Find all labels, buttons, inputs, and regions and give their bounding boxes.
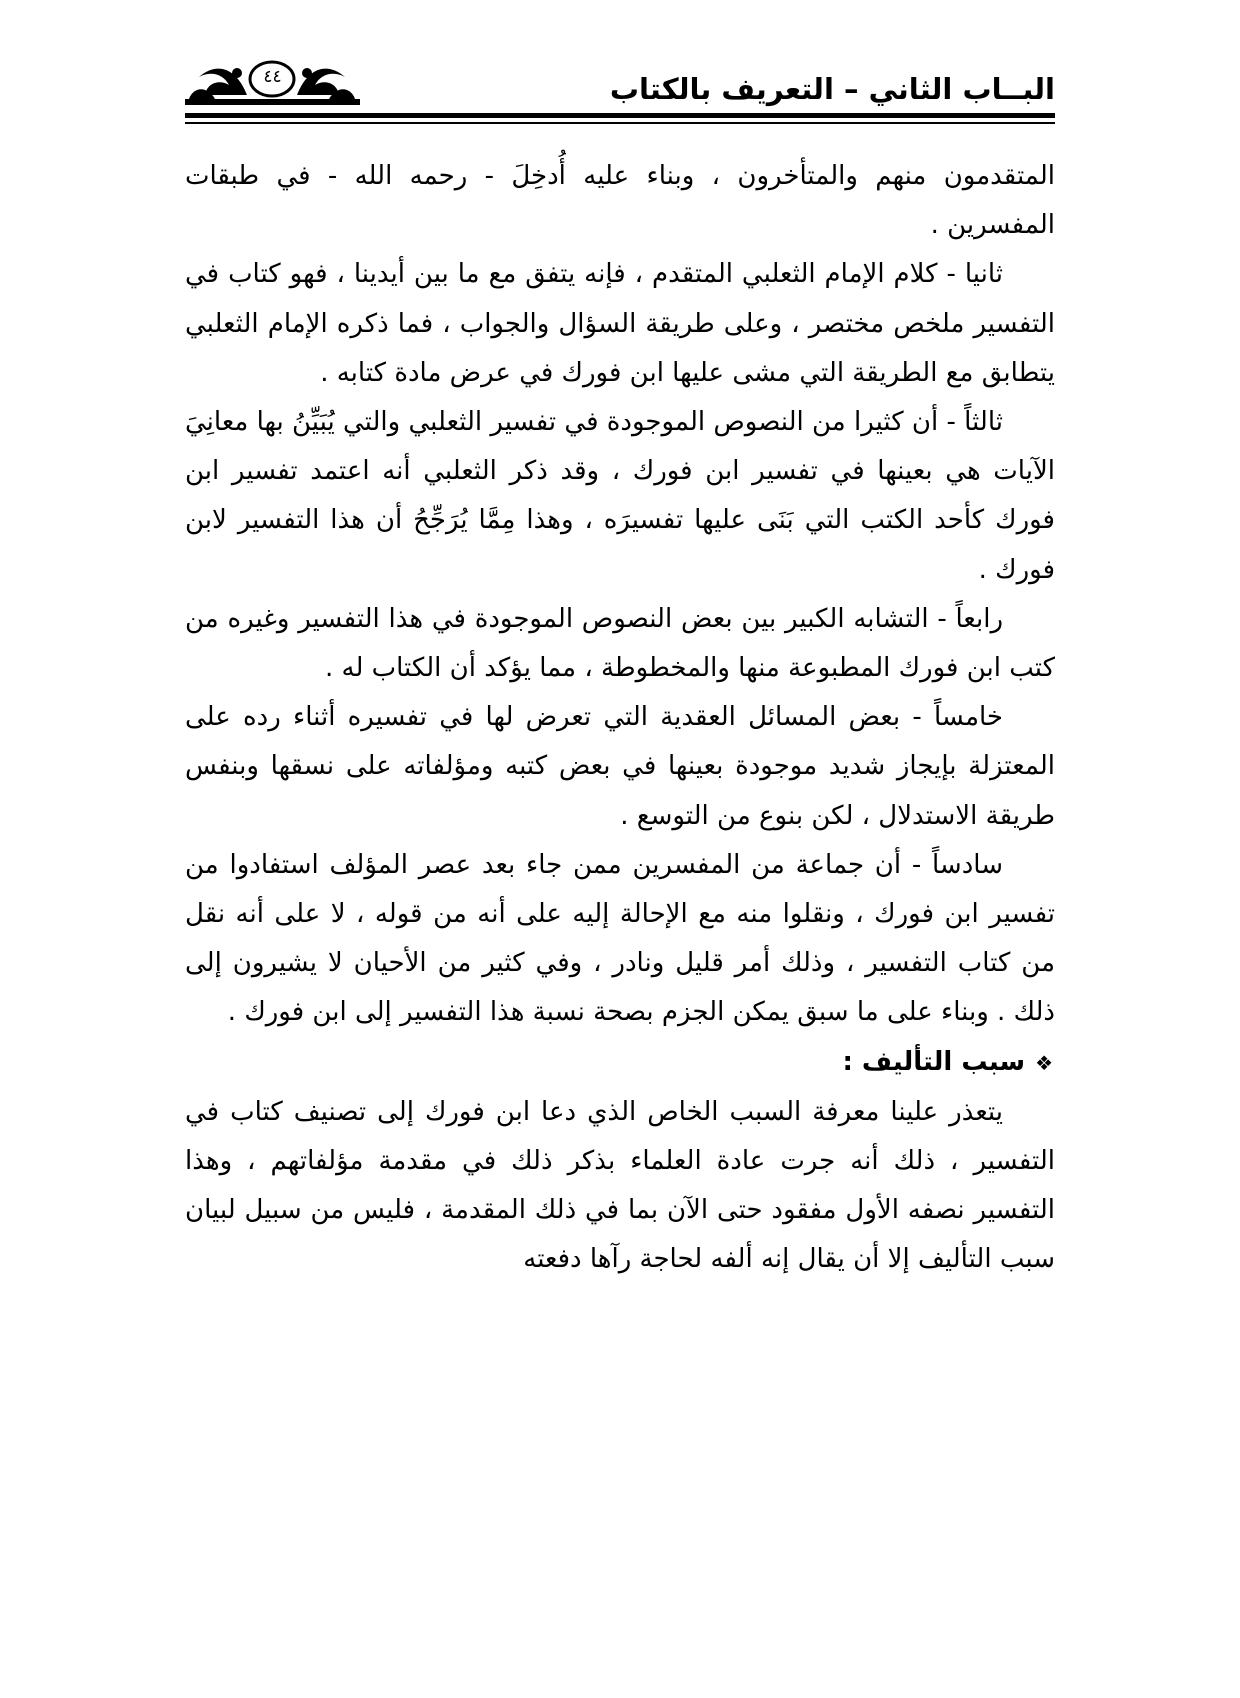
page-header (185, 55, 1055, 135)
paragraph-fifth-reason: خامساً - بعض المسائل العقدية التي تعرض لها في تفسيره أثناء رده على المعتزلة بإيجاز شديد موجودة بعينها في بعض كتبه ومؤلفاته على نسقها وبنفس طريقة الاستدلال ، لكن بنوع من التوسع . (185, 702, 1055, 831)
paragraph-fourth-reason: رابعاً - التشابه الكبير بين بعض النصوص الموجودة في هذا التفسير وغيره من كتب ابن فورك المطبوعة منها والمخطوطة ، مما يؤكد أن الكتاب له . (185, 603, 1055, 684)
header-rule-thin (185, 122, 1055, 124)
body-text (185, 152, 1055, 1285)
header-rule-thick (185, 113, 1055, 118)
paragraph-second-reason: ثانيا - كلام الإمام الثعلبي المتقدم ، فإنه يتفق مع ما بين أيدينا ، فهو كتاب في التفسير ملخص مختصر ، وعلى طريقة السؤال والجواب ، فما ذكره الإمام الثعلبي يتطابق مع الطريقة التي مشى عليها ابن فورك في عرض مادة كتابه . (185, 259, 1055, 388)
paragraph-reason-for-writing: يتعذر علينا معرفة السبب الخاص الذي دعا ابن فورك إلى تصنيف كتاب في التفسير ، ذلك أنه جرت عادة العلماء بذكر ذلك في مقدمة مؤلفاتهم ، وهذا التفسير نصفه الأول مفقود حتى الآن بما في ذلك المقدمة ، فليس من سبيل لبيان سبب التأليف إلا أن يقال إنه ألفه لحاجة رآها دفعته (185, 1096, 1055, 1275)
section-heading-text: سبب التأليف : (842, 1046, 1026, 1077)
paragraph-third-reason: ثالثاً - أن كثيرا من النصوص الموجودة في تفسير الثعلبي والتي يُبَيِّنُ بها معانِيَ الآيات هي بعينها في تفسير ابن فورك ، وقد ذكر الثعلبي أنه اعتمد تفسير ابن فورك كأحد الكتب التي بَنَى عليها تفسيرَه ، وهذا مِمَّا يُرَجِّحُ أن هذا التفسير لابن فورك . (185, 407, 1055, 585)
paragraph-sixth-reason: سادساً - أن جماعة من المفسرين ممن جاء بعد عصر المؤلف استفادوا من تفسير ابن فورك ، ونقلوا منه مع الإحالة إليه على أنه من قوله ، لا على أنه نقل من كتاب التفسير ، وذلك أمر قليل ونادر ، وفي كثير من الأحيان لا يشيرون إلى ذلك . وبناء على ما سبق يمكن الجزم بصحة نسبة هذا التفسير إلى ابن فورك . (185, 849, 1055, 1028)
chapter-title: البــاب الثاني – التعريف بالكتاب (609, 72, 1055, 106)
page-number: ٤٤ (263, 67, 282, 87)
bullet-icon: ❖ (1035, 1050, 1053, 1075)
paragraph-continuation: المتقدمون منهم والمتأخرون ، وبناء عليه أُدخِلَ - رحمه الله - في طبقات المفسرين . (185, 161, 1055, 241)
section-heading (185, 1038, 1055, 1088)
